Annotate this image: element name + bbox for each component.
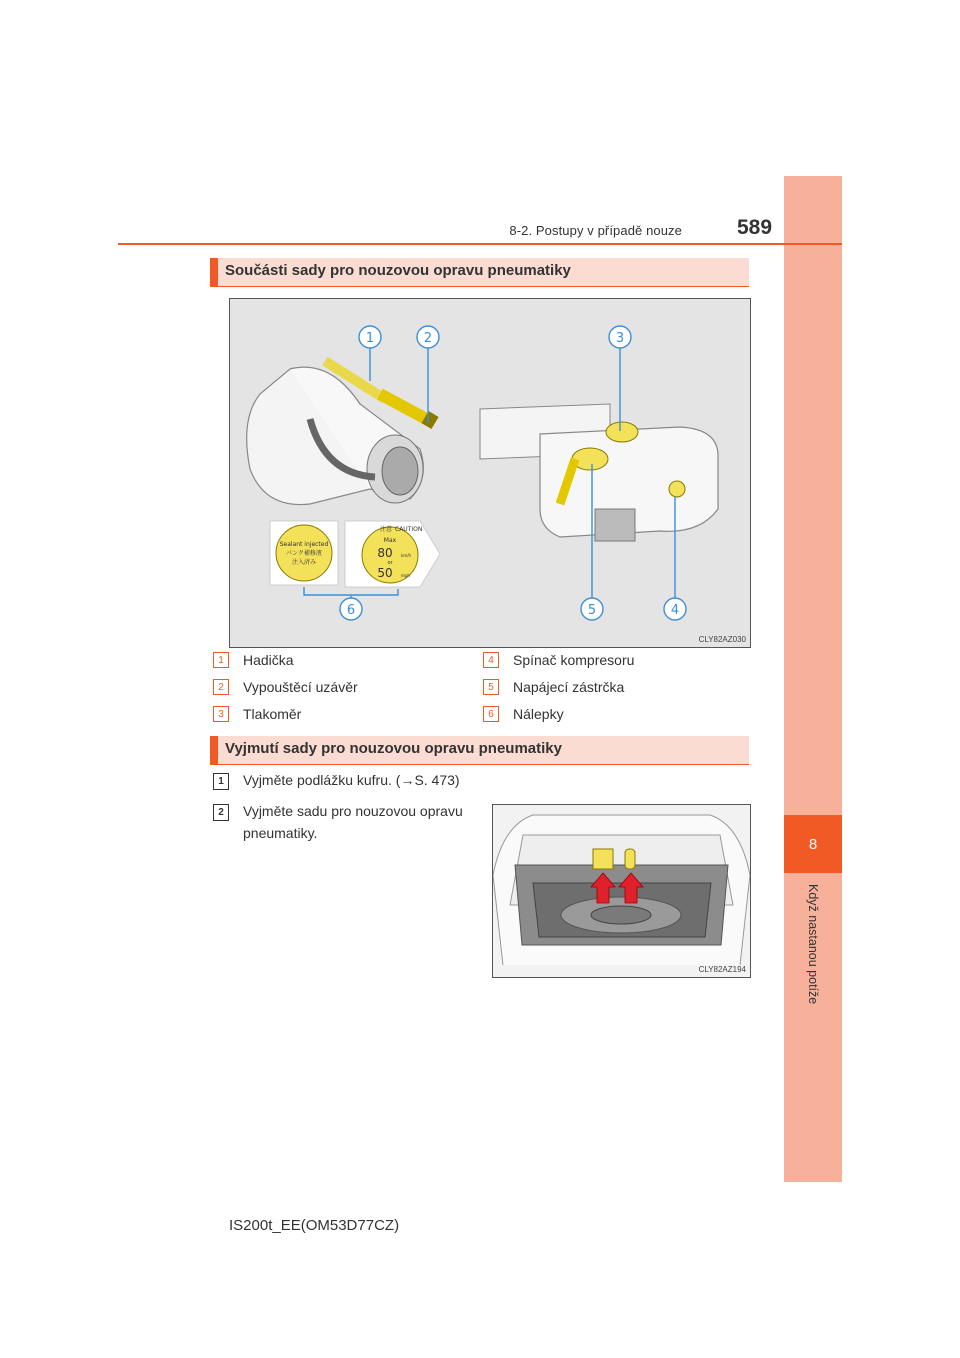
legend-item-compressor-switch [483,652,634,669]
legend-item-pressure-gauge [213,706,301,723]
sticker-right-warn: 注意 [380,526,393,533]
chapter-side-tab [784,176,842,1182]
legend-label: Tlakoměr [243,706,302,722]
speed-caution-sticker [345,521,440,587]
legend-item-power-plug [483,679,624,696]
callout-6-label: 6 [346,603,356,618]
callout-4-label: 4 [670,603,680,618]
step-1-text: Vyjměte podlážku kufru. (→S. 473) [243,772,460,788]
callout-3 [609,326,631,348]
callout-1-label: 1 [365,331,375,346]
sticker-left-line2: パンク補修液 [286,550,322,557]
callout-5 [581,598,603,620]
legend-num: 3 [213,706,229,722]
sticker-right-50: 50 [377,566,393,580]
sealant-bottle [247,367,424,504]
legend-num: 4 [483,652,499,668]
sticker-right-mph: mph [401,573,410,578]
sticker-right-caution: CAUTION [395,526,423,533]
callout-3-label: 3 [615,331,625,346]
trunk-illustration [493,805,750,977]
figure-code: CLY82AZ194 [698,965,746,974]
callout-2 [417,326,439,348]
section-heading-components [210,258,749,287]
legend-num: 1 [213,652,229,668]
sticker-right-kmh: km/h [401,553,412,558]
sticker-right-or: or [387,560,393,566]
chapter-title-vertical [800,884,828,1005]
sticker-right-max: Max [383,537,397,544]
page-number: 589 [737,216,773,239]
legend-item-drain-cap [213,679,358,696]
section-path: 8-2. Postupy v případě nouze [509,223,682,238]
heading-accent-bar [210,258,218,287]
step-1-number: 1 [213,773,229,790]
step-2-line1: Vyjměte sadu pro nouzovou opravu [243,803,463,819]
sticker-right-80: 80 [377,546,393,560]
callout-4 [664,598,686,620]
trunk-compartment [515,865,728,945]
callout-1 [359,326,381,348]
legend-num: 6 [483,706,499,722]
legend-num: 2 [213,679,229,695]
section-title: Součásti sady pro nouzovou opravu pneumatiky [225,262,571,279]
repair-kit-illustration [230,299,750,647]
step-2-line2: pneumatiky. [243,825,318,841]
figure-repair-kit-components [229,298,751,648]
model-code-footer: IS200t_EE(OM53D77CZ) [229,1217,400,1234]
legend-label: Napájecí zástrčka [513,679,625,695]
heading-accent-bar [210,736,218,765]
chapter-title: Když nastanou potíže [806,884,820,1005]
figure-code: CLY82AZ030 [698,635,746,644]
legend-num: 5 [483,679,499,695]
legend-label: Nálepky [513,706,564,722]
legend-label: Hadička [243,652,294,668]
chapter-number: 8 [784,815,842,873]
section-heading-removal [210,736,749,765]
section-title: Vyjmutí sady pro nouzovou opravu pneumatiky [225,740,562,757]
callout-2-label: 2 [423,331,433,346]
legend-item-hose [213,652,294,669]
legend-label: Vypouštěcí uzávěr [243,679,358,695]
legend-item-stickers [483,706,564,723]
sticker-left-line3: 注入済み [291,559,317,566]
figure-trunk-removal [492,804,751,978]
step-2-number: 2 [213,804,229,821]
sticker-left-line1: Sealant injected [279,541,329,548]
step-2-text [243,800,463,844]
header-rule [118,243,842,245]
sealant-sticker [270,521,338,585]
callout-6 [340,598,362,620]
legend-label: Spínač kompresoru [513,652,635,668]
callout-5-label: 5 [587,603,597,618]
compressor [480,404,718,541]
